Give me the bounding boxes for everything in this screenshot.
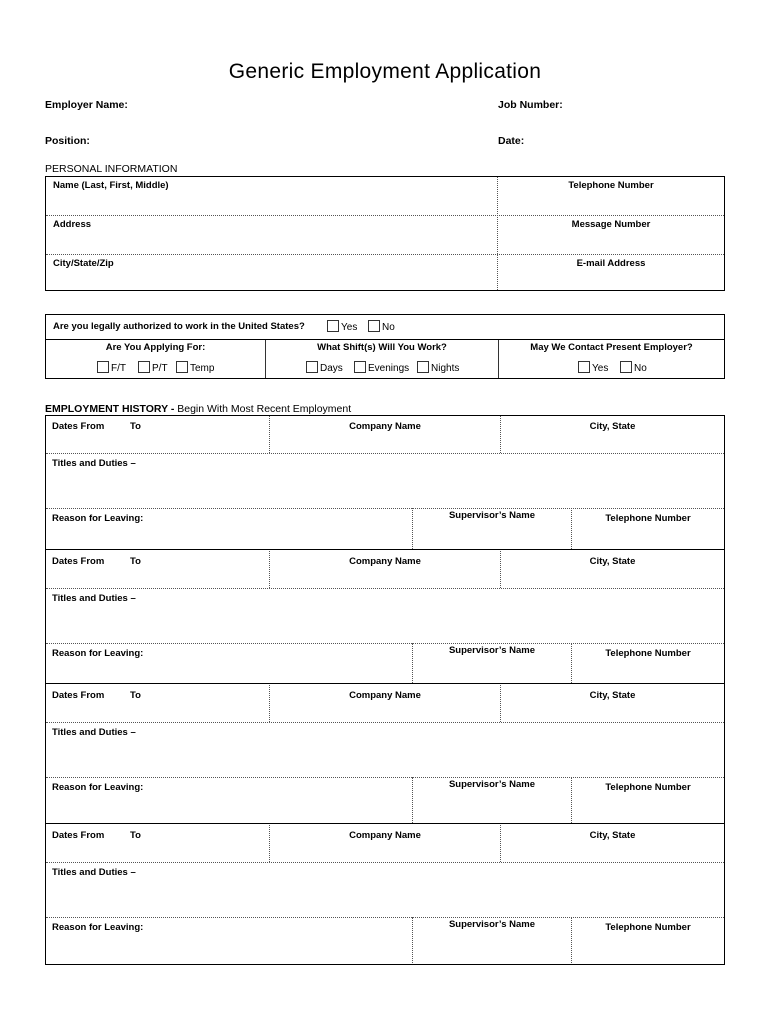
authorization-question: Are you legally authorized to work in the United States? [53,321,305,332]
dates-to-field[interactable]: To [130,690,141,701]
supervisor-name-field[interactable]: Supervisor’s Name [448,919,536,930]
checkbox-icon[interactable] [176,361,188,373]
personal-info-heading: PERSONAL INFORMATION [45,163,178,175]
date-label: Date: [498,135,525,147]
dates-from-field[interactable]: Dates From [52,556,105,567]
company-name-field[interactable]: Company Name [349,421,421,432]
column-divider [497,177,498,290]
checkbox-icon[interactable] [368,320,380,332]
row-divider [46,453,724,454]
days-option[interactable]: Days [306,361,343,374]
personal-info-table [45,176,725,291]
contact-yes-option[interactable]: Yes [578,361,608,374]
block-divider [46,823,724,824]
titles-duties-field[interactable]: Titles and Duties – [52,867,136,878]
row-divider [46,777,724,778]
reason-leaving-field[interactable]: Reason for Leaving: [52,922,144,933]
city-state-field[interactable]: City, State [589,421,636,432]
city-state-field[interactable]: City, State [589,556,636,567]
employment-history-heading: EMPLOYMENT HISTORY - Begin With Most Recent Employment [45,403,352,415]
block-divider [46,549,724,550]
email-field[interactable]: E-mail Address [576,258,646,269]
evenings-option[interactable]: Evenings [354,361,409,374]
shifts-label: What Shift(s) Will You Work? [317,342,447,353]
dates-to-field[interactable]: To [130,830,141,841]
titles-duties-field[interactable]: Titles and Duties – [52,458,136,469]
supervisor-name-field[interactable]: Supervisor’s Name [448,645,536,656]
company-name-field[interactable]: Company Name [349,556,421,567]
titles-duties-field[interactable]: Titles and Duties – [52,593,136,604]
row-divider [46,254,724,255]
temp-option[interactable]: Temp [176,361,214,374]
contact-employer-label: May We Contact Present Employer? [530,342,693,353]
city-state-zip-field[interactable]: City/State/Zip [53,258,114,269]
company-name-field[interactable]: Company Name [349,690,421,701]
reason-leaving-field[interactable]: Reason for Leaving: [52,513,144,524]
dates-from-field[interactable]: Dates From [52,690,105,701]
checkbox-icon[interactable] [354,361,366,373]
telephone-number-field[interactable]: Telephone Number [605,782,691,793]
ft-option[interactable]: F/T [97,361,126,374]
position-label: Position: [45,135,90,147]
dates-from-field[interactable]: Dates From [52,830,105,841]
dates-to-field[interactable]: To [130,421,141,432]
checkbox-icon[interactable] [417,361,429,373]
dates-to-field[interactable]: To [130,556,141,567]
row-divider [46,722,724,723]
city-state-field[interactable]: City, State [589,690,636,701]
address-field[interactable]: Address [53,219,92,230]
row-divider [46,339,724,340]
nights-option[interactable]: Nights [417,361,459,374]
job-number-label: Job Number: [498,99,563,111]
city-state-field[interactable]: City, State [589,830,636,841]
supervisor-name-field[interactable]: Supervisor’s Name [448,510,536,521]
reason-leaving-field[interactable]: Reason for Leaving: [52,648,144,659]
reason-leaving-field[interactable]: Reason for Leaving: [52,782,144,793]
row-divider [46,862,724,863]
authorized-no-option[interactable]: No [368,320,395,333]
message-number-field[interactable]: Message Number [571,219,651,230]
dates-from-field[interactable]: Dates From [52,421,105,432]
authorized-yes-option[interactable]: Yes [327,320,357,333]
telephone-number-field[interactable]: Telephone Number [605,922,691,933]
name-field[interactable]: Name (Last, First, Middle) [53,180,169,191]
checkbox-icon[interactable] [138,361,150,373]
checkbox-icon[interactable] [327,320,339,332]
employer-name-label: Employer Name: [45,99,128,111]
telephone-field[interactable]: Telephone Number [568,180,654,191]
telephone-number-field[interactable]: Telephone Number [605,648,691,659]
row-divider [46,215,724,216]
applying-for-label: Are You Applying For: [105,342,206,353]
titles-duties-field[interactable]: Titles and Duties – [52,727,136,738]
row-divider [46,588,724,589]
checkbox-icon[interactable] [306,361,318,373]
contact-no-option[interactable]: No [620,361,647,374]
company-name-field[interactable]: Company Name [349,830,421,841]
checkbox-icon[interactable] [97,361,109,373]
checkbox-icon[interactable] [620,361,632,373]
supervisor-name-field[interactable]: Supervisor’s Name [448,779,536,790]
row-divider [46,508,724,509]
page-title: Generic Employment Application [228,60,542,83]
row-divider [46,643,724,644]
pt-option[interactable]: P/T [138,361,168,374]
telephone-number-field[interactable]: Telephone Number [605,513,691,524]
block-divider [46,683,724,684]
checkbox-icon[interactable] [578,361,590,373]
row-divider [46,917,724,918]
